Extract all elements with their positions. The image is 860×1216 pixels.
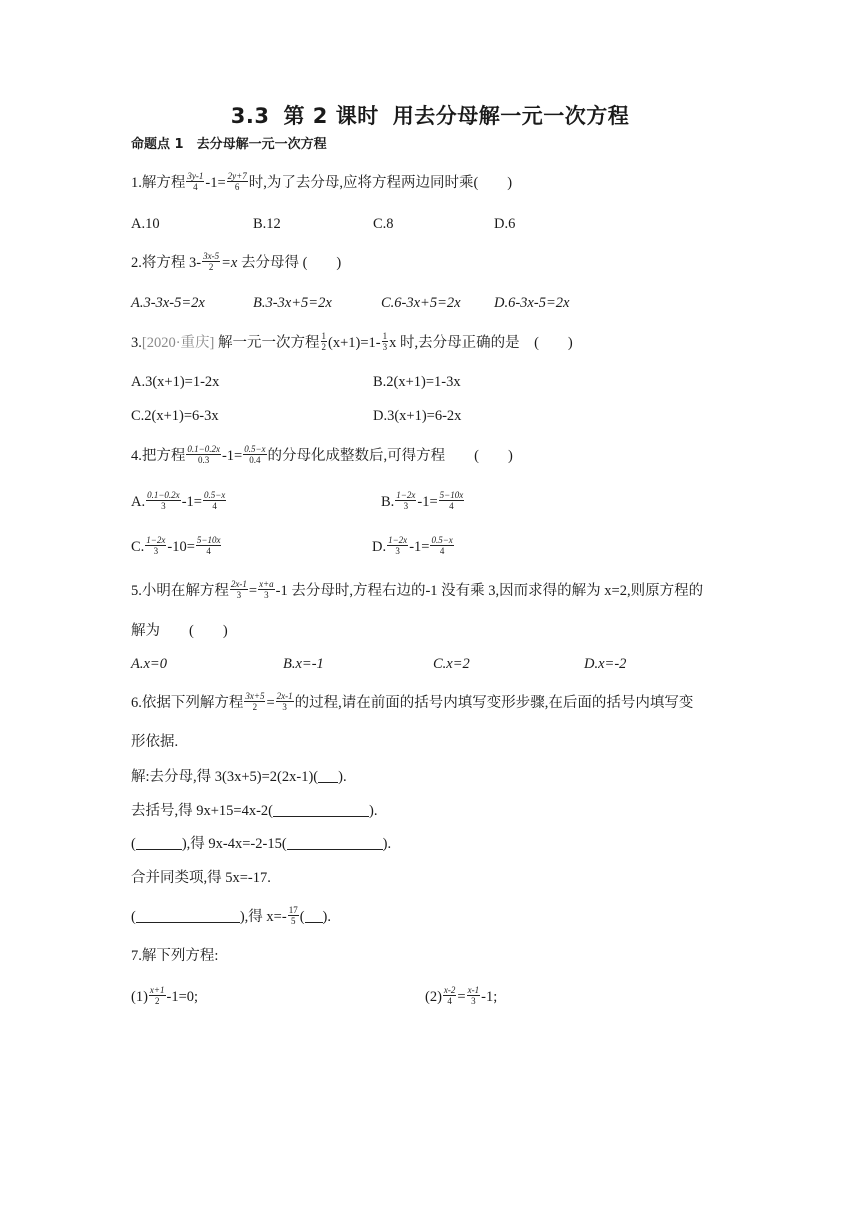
q4-option-b: B. $\frac{1-2x}{3}$ -1= $\frac{5-10x}{4}$ [381,490,464,511]
source-tag: [2020·重庆] [141,334,215,351]
answer-blank[interactable] [273,802,369,817]
question-1: 1.解方程 $\frac{3y-1}{4}$ -1= $\frac{2y+7}{6}$ 时,为了去分母,应将方程两边同时乘( ) [131,171,513,192]
q4-option-c: C. $\frac{1-2x}{3}$ -10= $\frac{5-10x}{4}$ [131,535,221,556]
fraction: $\frac{0.1-0.2x}{0.3}$ [187,444,220,465]
step-1: 解:去分母,得 3(3x+5)=2(2x-1)( ). [131,769,347,785]
question-7: 7.解下列方程: [131,948,219,964]
step-4: 合并同类项,得 5x=-17. [131,870,271,886]
step-3: ( ),得 9x-4x=-2-15( ). [131,836,392,852]
q5-option-a: A.x=0 [131,656,167,672]
q2-option-c: C.6-3x+5=2x [381,295,461,311]
q1-option-d: D.6 [494,216,516,232]
question-5-line2: 解为 ( ) [131,623,228,639]
q4-option-d: D. $\frac{1-2x}{3}$ -1= $\frac{0.5-x}{4}$ [372,535,453,556]
fraction: $\frac{3x-5}{2}$ [203,251,220,272]
fraction: $\frac{2x-1}{3}$ [276,691,293,712]
q3-option-a: A.3(x+1)=1-2x [131,374,220,390]
q3-option-d: D.3(x+1)=6-2x [373,408,462,424]
fraction: $\frac{3x+5}{2}$ [245,691,265,712]
question-3: 3.[2020·重庆] 解一元一次方程 $\frac{1}{2}$ (x+1)=1- $\frac{1}{3}$ x 时,去分母正确的是 ( ) [131,331,573,352]
q5-option-c: C.x=2 [433,656,470,672]
fraction: $\frac{2x-1}{3}$ [230,579,247,600]
fraction: $\frac{3y-1}{4}$ [187,171,204,192]
fraction: $\frac{17}{5}$ [288,905,298,926]
q1-option-c: C.8 [373,216,394,232]
q1-option-a: A.10 [131,216,160,232]
question-2: 2.将方程 3- $\frac{3x-5}{2}$ =x 去分母得 ( ) [131,251,342,272]
fraction: $\frac{0.5-x}{0.4}$ [244,444,266,465]
q2-option-d: D.6-3x-5=2x [494,295,570,311]
q5-option-d: D.x=-2 [584,656,627,672]
answer-blank[interactable] [136,908,240,923]
section-heading: 命题点 1 去分母解一元一次方程 [131,137,327,152]
q7-part-2: (2) $\frac{x-2}{4}$ = $\frac{x-1}{3}$ -1; [425,985,498,1006]
q4-option-a: A. $\frac{0.1-0.2x}{3}$ -1= $\frac{0.5-x}{4}$ [131,490,226,511]
answer-blank[interactable] [136,835,182,850]
q1-option-b: B.12 [253,216,281,232]
step-2: 去括号,得 9x+15=4x-2( ). [131,803,378,819]
fraction: $\frac{1}{3}$ [382,331,388,352]
step-5: ( ),得 x=- $\frac{17}{5}$ ( ). [131,905,331,926]
q2-option-b: B.3-3x+5=2x [253,295,332,311]
q5-option-b: B.x=-1 [283,656,324,672]
q7-part-1: (1) $\frac{x+1}{2}$ -1=0; [131,985,199,1006]
q3-option-b: B.2(x+1)=1-3x [373,374,461,390]
answer-blank[interactable] [287,835,383,850]
question-6-line2: 形依据. [131,734,179,750]
fraction: $\frac{1}{2}$ [321,331,326,352]
question-4: 4.把方程 $\frac{0.1-0.2x}{0.3}$ -1= $\frac{0.5-x}{0.4}$ 的分母化成整数后,可得方程 ( ) [131,444,513,465]
answer-blank[interactable] [305,908,323,923]
page-title: 3.3 第 2 课时 用去分母解一元一次方程 [230,104,630,128]
question-5: 5.小明在解方程 $\frac{2x-1}{3}$ = $\frac{x+a}{3}$ -1 去分母时,方程右边的-1 没有乘 3,因而求得的解为 x=2,则原方程的 [131,579,704,600]
fraction: $\frac{x+a}{3}$ [259,579,274,600]
question-6: 6.依据下列解方程 $\frac{3x+5}{2}$ = $\frac{2x-1}{3}$ 的过程,请在前面的括号内填写变形步骤,在后面的括号内填写变 [131,691,694,712]
answer-blank[interactable] [318,768,338,783]
q3-option-c: C.2(x+1)=6-3x [131,408,219,424]
fraction: $\frac{2y+7}{6}$ [227,171,247,192]
q2-option-a: A.3-3x-5=2x [131,295,205,311]
